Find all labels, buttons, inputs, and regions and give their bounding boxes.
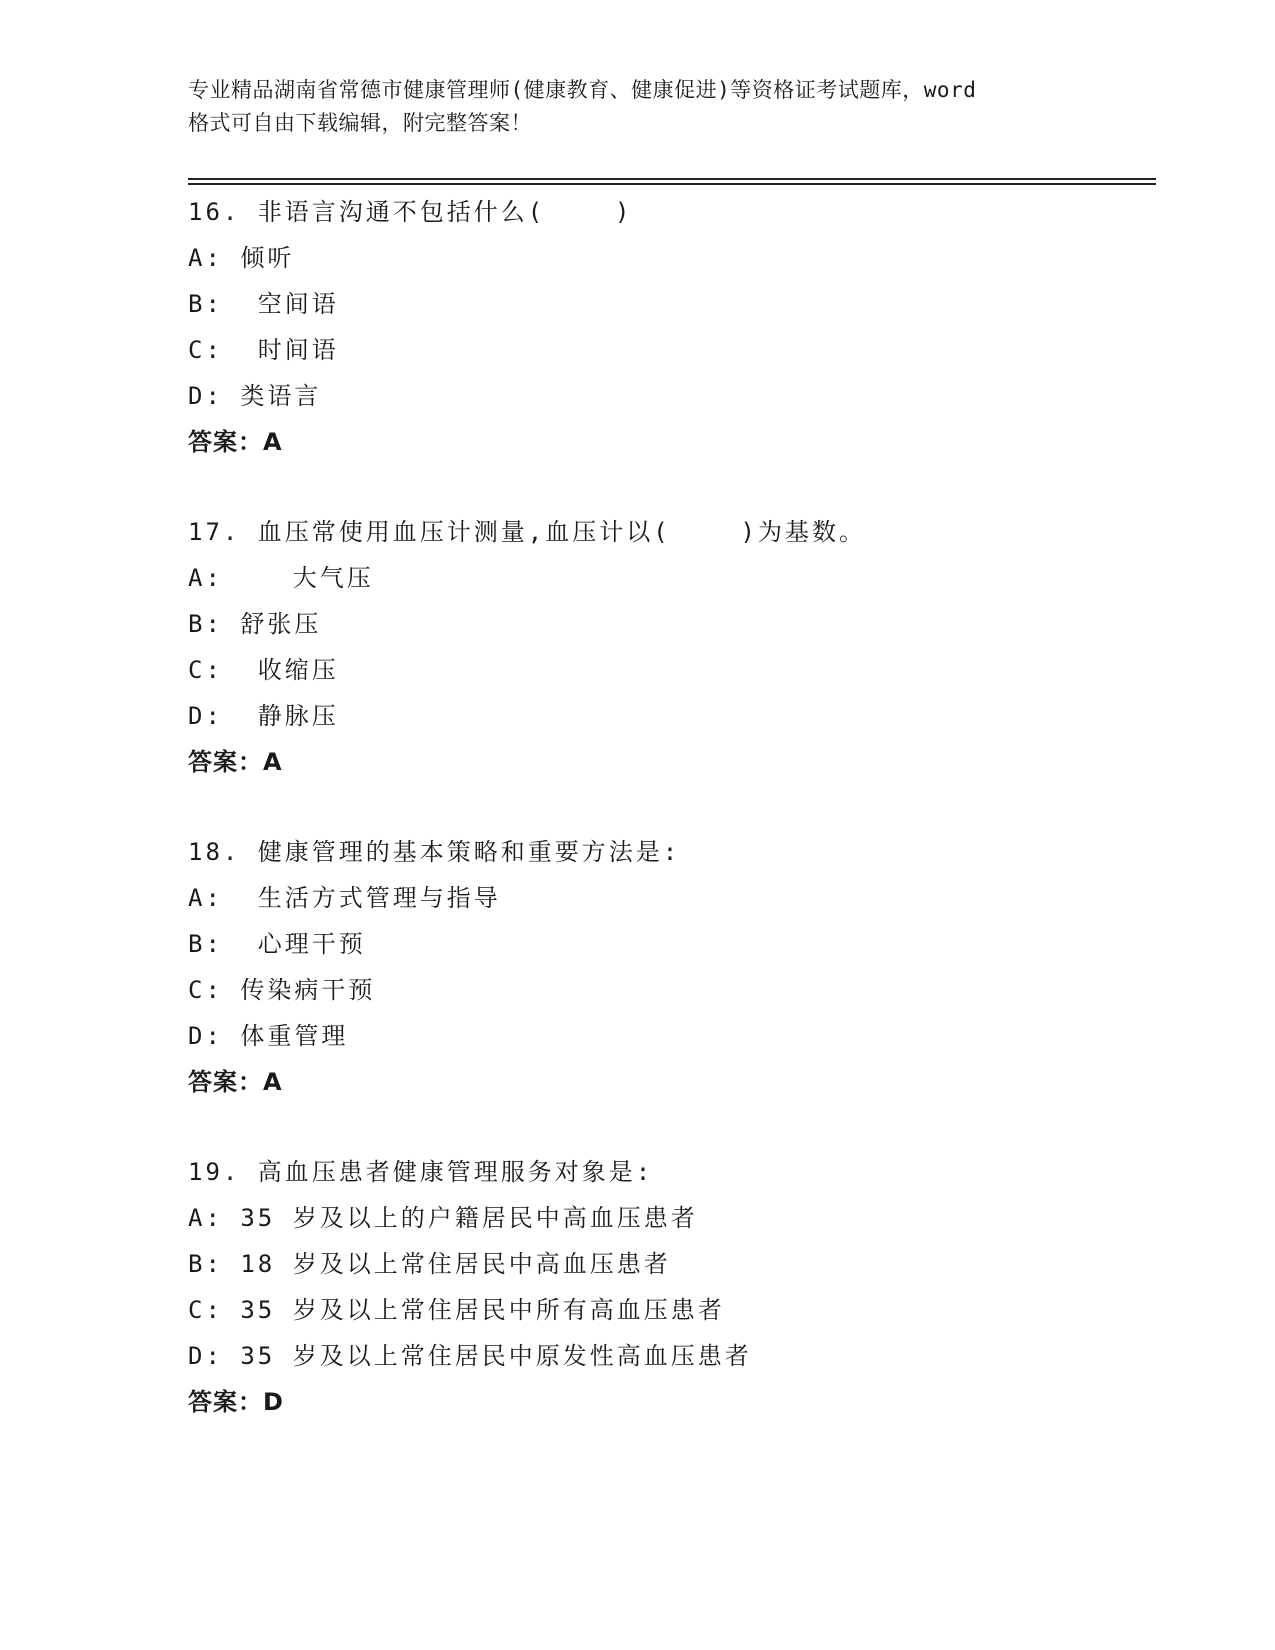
question-stem: 17. 血压常使用血压计测量,血压计以( )为基数。 (188, 518, 866, 546)
header-line-1: 专业精品湖南省常德市健康管理师(健康教育、健康促进)等资格证考试题库，word (188, 78, 977, 102)
option-c: C: 时间语 (188, 336, 339, 364)
option-d: D: 类语言 (188, 382, 322, 410)
answer-label: 答案：A (188, 748, 283, 776)
question-16 (188, 189, 1148, 465)
answer-label: 答案：A (188, 428, 283, 456)
option-c: C: 收缩压 (188, 656, 339, 684)
option-d: D: 静脉压 (188, 702, 339, 730)
option-a: A: 35 岁及以上的户籍居民中高血压患者 (188, 1204, 698, 1232)
question-18 (188, 829, 1148, 1105)
option-d: D: 35 岁及以上常住居民中原发性高血压患者 (188, 1342, 752, 1370)
option-b: B: 心理干预 (188, 930, 366, 958)
header-divider-bottom (188, 183, 1156, 185)
question-stem: 19. 高血压患者健康管理服务对象是: (188, 1158, 654, 1186)
question-17 (188, 509, 1148, 785)
question-19 (188, 1149, 1148, 1425)
header-divider-top (188, 178, 1156, 180)
option-b: B: 舒张压 (188, 610, 322, 638)
answer-label: 答案：D (188, 1388, 284, 1416)
option-d: D: 体重管理 (188, 1022, 349, 1050)
option-c: C: 传染病干预 (188, 976, 376, 1004)
option-b: B: 空间语 (188, 290, 339, 318)
option-a: A: 生活方式管理与指导 (188, 884, 501, 912)
option-a: A: 倾听 (188, 244, 295, 272)
question-stem: 18. 健康管理的基本策略和重要方法是: (188, 838, 681, 866)
question-stem: 16. 非语言沟通不包括什么( ) (188, 198, 633, 226)
answer-label: 答案：A (188, 1068, 283, 1096)
option-b: B: 18 岁及以上常住居民中高血压患者 (188, 1250, 671, 1278)
header-line-2: 格式可自由下载编辑，附完整答案！ (188, 111, 532, 135)
option-a: A: 大气压 (188, 564, 374, 592)
option-c: C: 35 岁及以上常住居民中所有高血压患者 (188, 1296, 725, 1324)
document-header (188, 74, 1088, 140)
